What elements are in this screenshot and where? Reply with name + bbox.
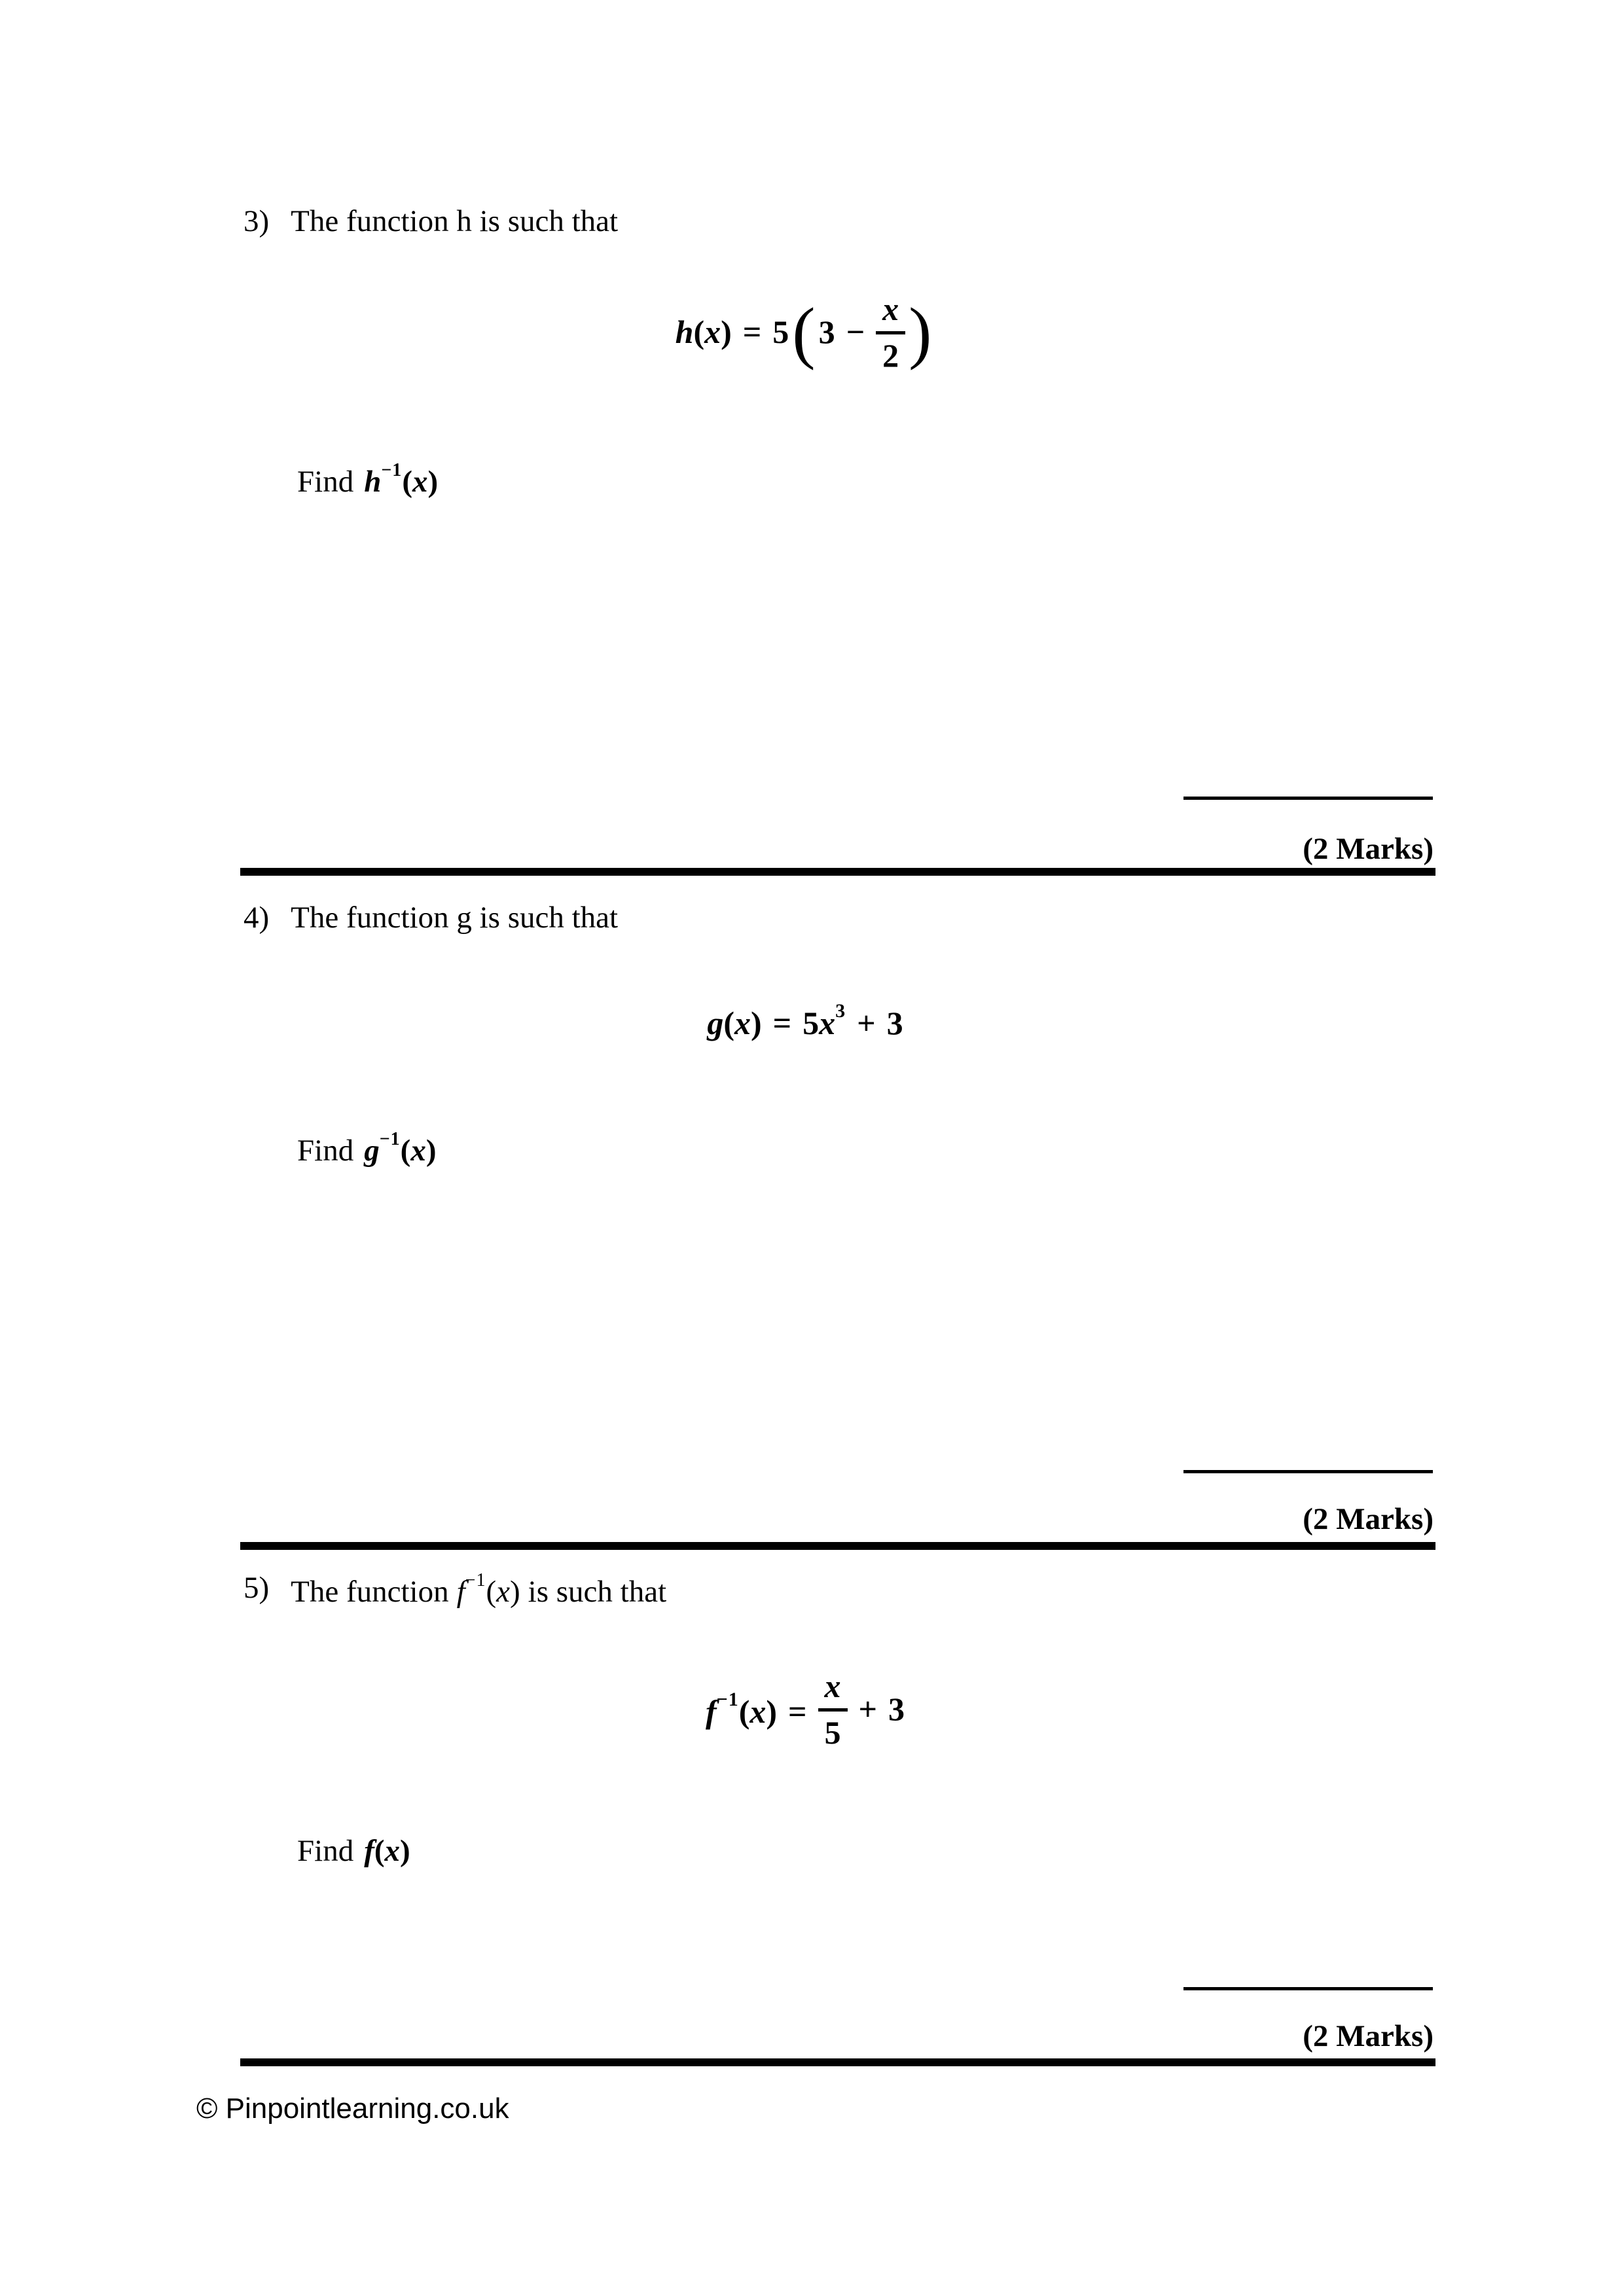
find-instruction-q3 — [297, 459, 438, 500]
math-constant: 3 — [886, 1004, 903, 1041]
math-plus: + — [857, 1004, 876, 1041]
equation-body — [707, 1000, 903, 1043]
math-paren-close: ) — [400, 1834, 410, 1868]
math-arg: x — [496, 1575, 510, 1609]
math-func: g — [364, 1134, 380, 1168]
find-expression — [364, 1834, 410, 1868]
prompt-inline-math — [456, 1570, 520, 1609]
prompt-suffix: is such that — [528, 1575, 667, 1609]
answer-line-q3 — [1183, 797, 1433, 800]
math-func: g — [707, 1004, 724, 1041]
math-func: f — [456, 1575, 465, 1609]
section-divider-q5 — [240, 2058, 1435, 2066]
math-plus: + — [858, 1691, 878, 1728]
math-func: h — [364, 465, 382, 499]
math-paren-open: ( — [723, 1004, 734, 1041]
math-arg: x — [704, 314, 721, 351]
math-func: f — [364, 1834, 374, 1868]
math-paren-close: ) — [427, 465, 439, 499]
math-paren-open: ( — [400, 1134, 411, 1168]
equation-h: h(x) = 5 ( 3 − $\frac{x}{2}$ ) — [675, 290, 932, 374]
question-number: 4) — [244, 901, 270, 935]
section-divider-q3 — [240, 868, 1435, 876]
math-equals: = — [772, 1004, 792, 1041]
question-prompt: The function h is such that — [291, 204, 619, 238]
math-exponent: 3 — [835, 999, 846, 1022]
answer-line-q4 — [1183, 1470, 1433, 1473]
equation-f-inverse — [0, 1664, 1610, 1755]
question-5-header — [244, 1570, 666, 1610]
copyright-footer: © Pinpointlearning.co.uk — [196, 2092, 509, 2125]
math-func: f — [705, 1693, 717, 1730]
marks-label-q3: (2 Marks) — [1303, 832, 1434, 866]
math-paren-close: ) — [510, 1575, 520, 1609]
question-prompt: The function g is such that — [291, 901, 619, 935]
marks-label-q5: (2 Marks) — [1303, 2019, 1434, 2053]
math-paren-close: ) — [751, 1004, 762, 1041]
math-superscript: −1 — [465, 1570, 486, 1590]
equation-tail — [848, 1691, 905, 1729]
math-superscript: −1 — [379, 1129, 401, 1149]
math-paren-open: ( — [693, 314, 705, 351]
math-constant: 3 — [888, 1691, 905, 1728]
fraction-denominator: 2 — [882, 337, 899, 374]
math-arg: x — [749, 1693, 767, 1730]
find-instruction-q5 — [297, 1833, 410, 1869]
section-divider-q4 — [240, 1542, 1435, 1550]
find-label: Find — [297, 465, 354, 499]
math-superscript: −1 — [716, 1688, 739, 1710]
math-term: 3 — [818, 314, 835, 351]
answer-line-q5 — [1183, 1987, 1433, 1990]
math-fraction — [876, 291, 905, 375]
math-paren-open: ( — [486, 1575, 497, 1609]
math-equals: = — [788, 1693, 807, 1730]
fraction-denominator: 5 — [824, 1714, 841, 1751]
math-minus: − — [846, 314, 865, 351]
marks-label-q4: (2 Marks) — [1303, 1502, 1434, 1536]
find-label: Find — [297, 1134, 354, 1168]
math-func: h — [675, 314, 694, 351]
question-3-header — [244, 203, 618, 240]
math-paren-close: ) — [766, 1693, 778, 1730]
math-paren-open: ( — [374, 1834, 385, 1868]
question-4-header — [244, 899, 618, 936]
question-number: 5) — [244, 1571, 270, 1605]
math-coefficient: 5 — [803, 1004, 820, 1041]
math-fraction — [818, 1668, 848, 1752]
find-instruction-q4 — [297, 1128, 436, 1169]
math-paren-close: ) — [721, 314, 732, 351]
math-arg: x — [410, 1134, 426, 1168]
fraction-numerator: x — [818, 1668, 848, 1712]
equation-inner — [819, 314, 876, 351]
equation-g — [0, 995, 1610, 1047]
prompt-prefix: The function — [291, 1575, 449, 1609]
find-label: Find — [297, 1834, 354, 1868]
find-expression — [364, 460, 439, 499]
question-number: 3) — [244, 204, 270, 238]
math-equals: = — [742, 314, 762, 351]
math-arg: x — [734, 1004, 751, 1041]
math-coefficient: 5 — [772, 314, 789, 351]
equation-lhs — [676, 314, 789, 351]
math-paren-close: ) — [425, 1134, 437, 1168]
question-prompt — [291, 1570, 666, 1610]
math-paren-open: ( — [402, 465, 412, 499]
math-paren-open: ( — [738, 1693, 750, 1730]
math-superscript: −1 — [381, 460, 403, 480]
equation-lhs — [706, 1689, 818, 1731]
math-arg: x — [412, 465, 428, 499]
find-expression — [364, 1129, 437, 1168]
math-variable: x — [819, 1004, 836, 1041]
fraction-numerator: x — [876, 291, 905, 335]
math-arg: x — [384, 1834, 401, 1868]
